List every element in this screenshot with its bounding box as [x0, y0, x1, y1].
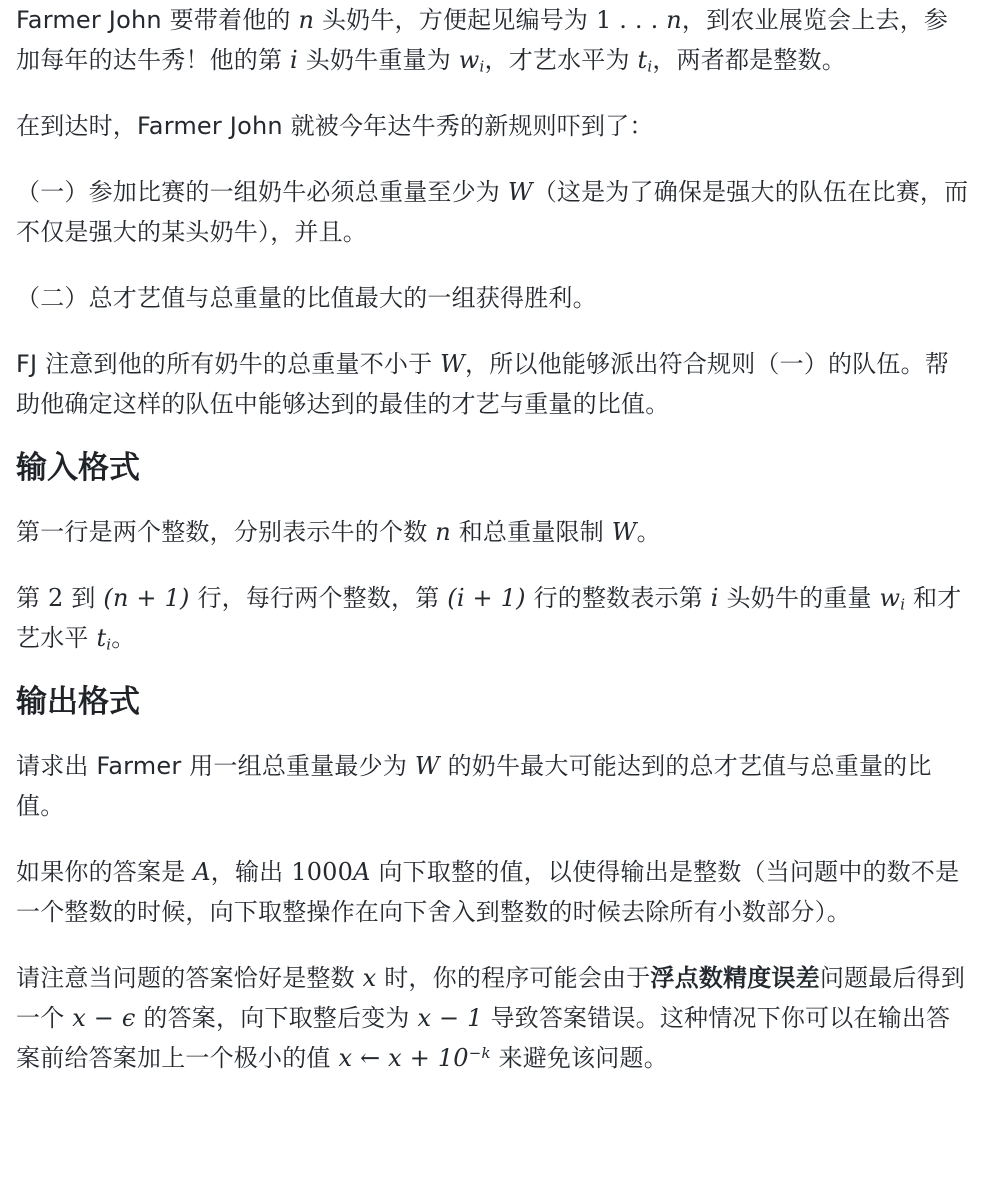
text: 第一行是两个整数，分别表示牛的个数: [16, 518, 436, 546]
math-A: A: [193, 858, 211, 886]
math-i: i: [710, 584, 719, 612]
text: 第: [16, 584, 49, 612]
text: FJ 注意到他的所有奶牛的总重量不小于: [16, 350, 441, 378]
text: 的答案，向下取整后变为: [135, 1004, 418, 1032]
math-w: w: [458, 46, 480, 74]
text: （这是为了确保是强大的队伍在比赛，而不仅是强大的某头奶牛），并且。: [16, 178, 969, 246]
math-i-plus-1: (i + 1): [447, 584, 526, 612]
text: 头奶牛重量为: [297, 46, 459, 74]
paragraph-output-floor: [16, 852, 970, 932]
math-subscript: i: [479, 57, 485, 76]
paragraph-arrival: 在到达时，Farmer John 就被今年达牛秀的新规则吓到了：: [16, 112, 654, 140]
text: 到: [63, 584, 104, 612]
text: ，两者都是整数。: [652, 46, 846, 74]
paragraph-rule-2: （二）总才艺值与总重量的比值最大的一组获得胜利。: [16, 284, 597, 312]
text: 时，你的程序可能会由于: [376, 964, 651, 992]
math-subscript: i: [647, 57, 653, 76]
math-i: i: [290, 46, 298, 74]
text: 行，每行两个整数，第: [189, 584, 448, 612]
text: 头奶牛，方便起见编号为: [314, 6, 596, 34]
math-n: n: [435, 518, 451, 546]
text: ，所以他能够派出符合规则（一）的队伍。帮助他确定这样的队伍中能够达到的最佳的才艺与重量的比值。: [16, 350, 950, 418]
text: 如果你的答案是: [16, 858, 194, 886]
math-x-minus-epsilon: x − ϵ: [72, 1004, 136, 1032]
bold-emphasis: 浮点数精度误差: [650, 964, 820, 992]
text: 来避免该问题。: [490, 1044, 668, 1072]
paragraph-rule-1: [16, 172, 970, 252]
text: 。: [111, 624, 136, 652]
paragraph-input-line1: [16, 512, 970, 552]
math-t: t: [637, 46, 648, 74]
text: Farmer John 要带着他的: [16, 6, 299, 34]
text: 请注意当问题的答案恰好是整数: [16, 964, 363, 992]
text: ，到农业展览会上去，参加每年的达牛秀！他的第: [16, 6, 949, 74]
text: 头奶牛的重量: [718, 584, 880, 612]
math-n: n: [298, 6, 315, 34]
text: 的奶牛最大可能达到的总才艺值与总重量的比值。: [16, 752, 932, 820]
math-x: x: [362, 964, 377, 992]
math-subscript: i: [106, 635, 112, 654]
math-w: w: [879, 584, 901, 612]
math-x-minus-1: x − 1: [417, 1004, 483, 1032]
math-t: t: [96, 624, 107, 652]
text: ，输出: [210, 858, 292, 886]
text: 。: [636, 518, 661, 546]
text: 和才艺水平: [16, 584, 962, 652]
math-subscript: i: [900, 595, 906, 614]
math-W: W: [440, 350, 466, 378]
text: 和总重量限制: [450, 518, 612, 546]
text: （一）参加比赛的一组奶牛必须总重量至少为: [16, 178, 508, 206]
text: ，才艺水平为: [484, 46, 638, 74]
math-range: 1 . . .: [595, 6, 667, 34]
math-1000: 1000: [291, 858, 354, 886]
paragraph-input-lines: [16, 578, 970, 658]
math-2: 2: [48, 584, 64, 612]
heading-input-format: 输入格式: [16, 450, 140, 486]
math-W: W: [507, 178, 533, 206]
math-n: n: [666, 6, 682, 34]
paragraph-task: [16, 344, 970, 424]
text: 向下取整的值，以使得输出是整数（当问题中的数不是一个整数的时候，向下取整操作在向下舍入到整数的时候去除所有小数部分）。: [16, 858, 960, 926]
paragraph-precision-note: [16, 958, 970, 1078]
text: 导致答案错误。这种情况下你可以在输出答案前给答案加上一个极小的值: [16, 1004, 951, 1072]
math-W: W: [414, 752, 440, 780]
text: 问题最后得到一个: [16, 964, 966, 1032]
text: 行的整数表示第: [525, 584, 711, 612]
text: 请求出 Farmer 用一组总重量最少为: [16, 752, 415, 780]
math-n-plus-1: (n + 1): [103, 584, 190, 612]
heading-output-format: 输出格式: [16, 684, 140, 720]
math-W: W: [611, 518, 637, 546]
paragraph-output-desc: [16, 746, 970, 826]
paragraph-intro: [16, 0, 970, 80]
math-exponent: −k: [468, 1043, 491, 1062]
math-A: A: [353, 858, 371, 886]
math-assign: x ← x + 10: [338, 1044, 469, 1072]
